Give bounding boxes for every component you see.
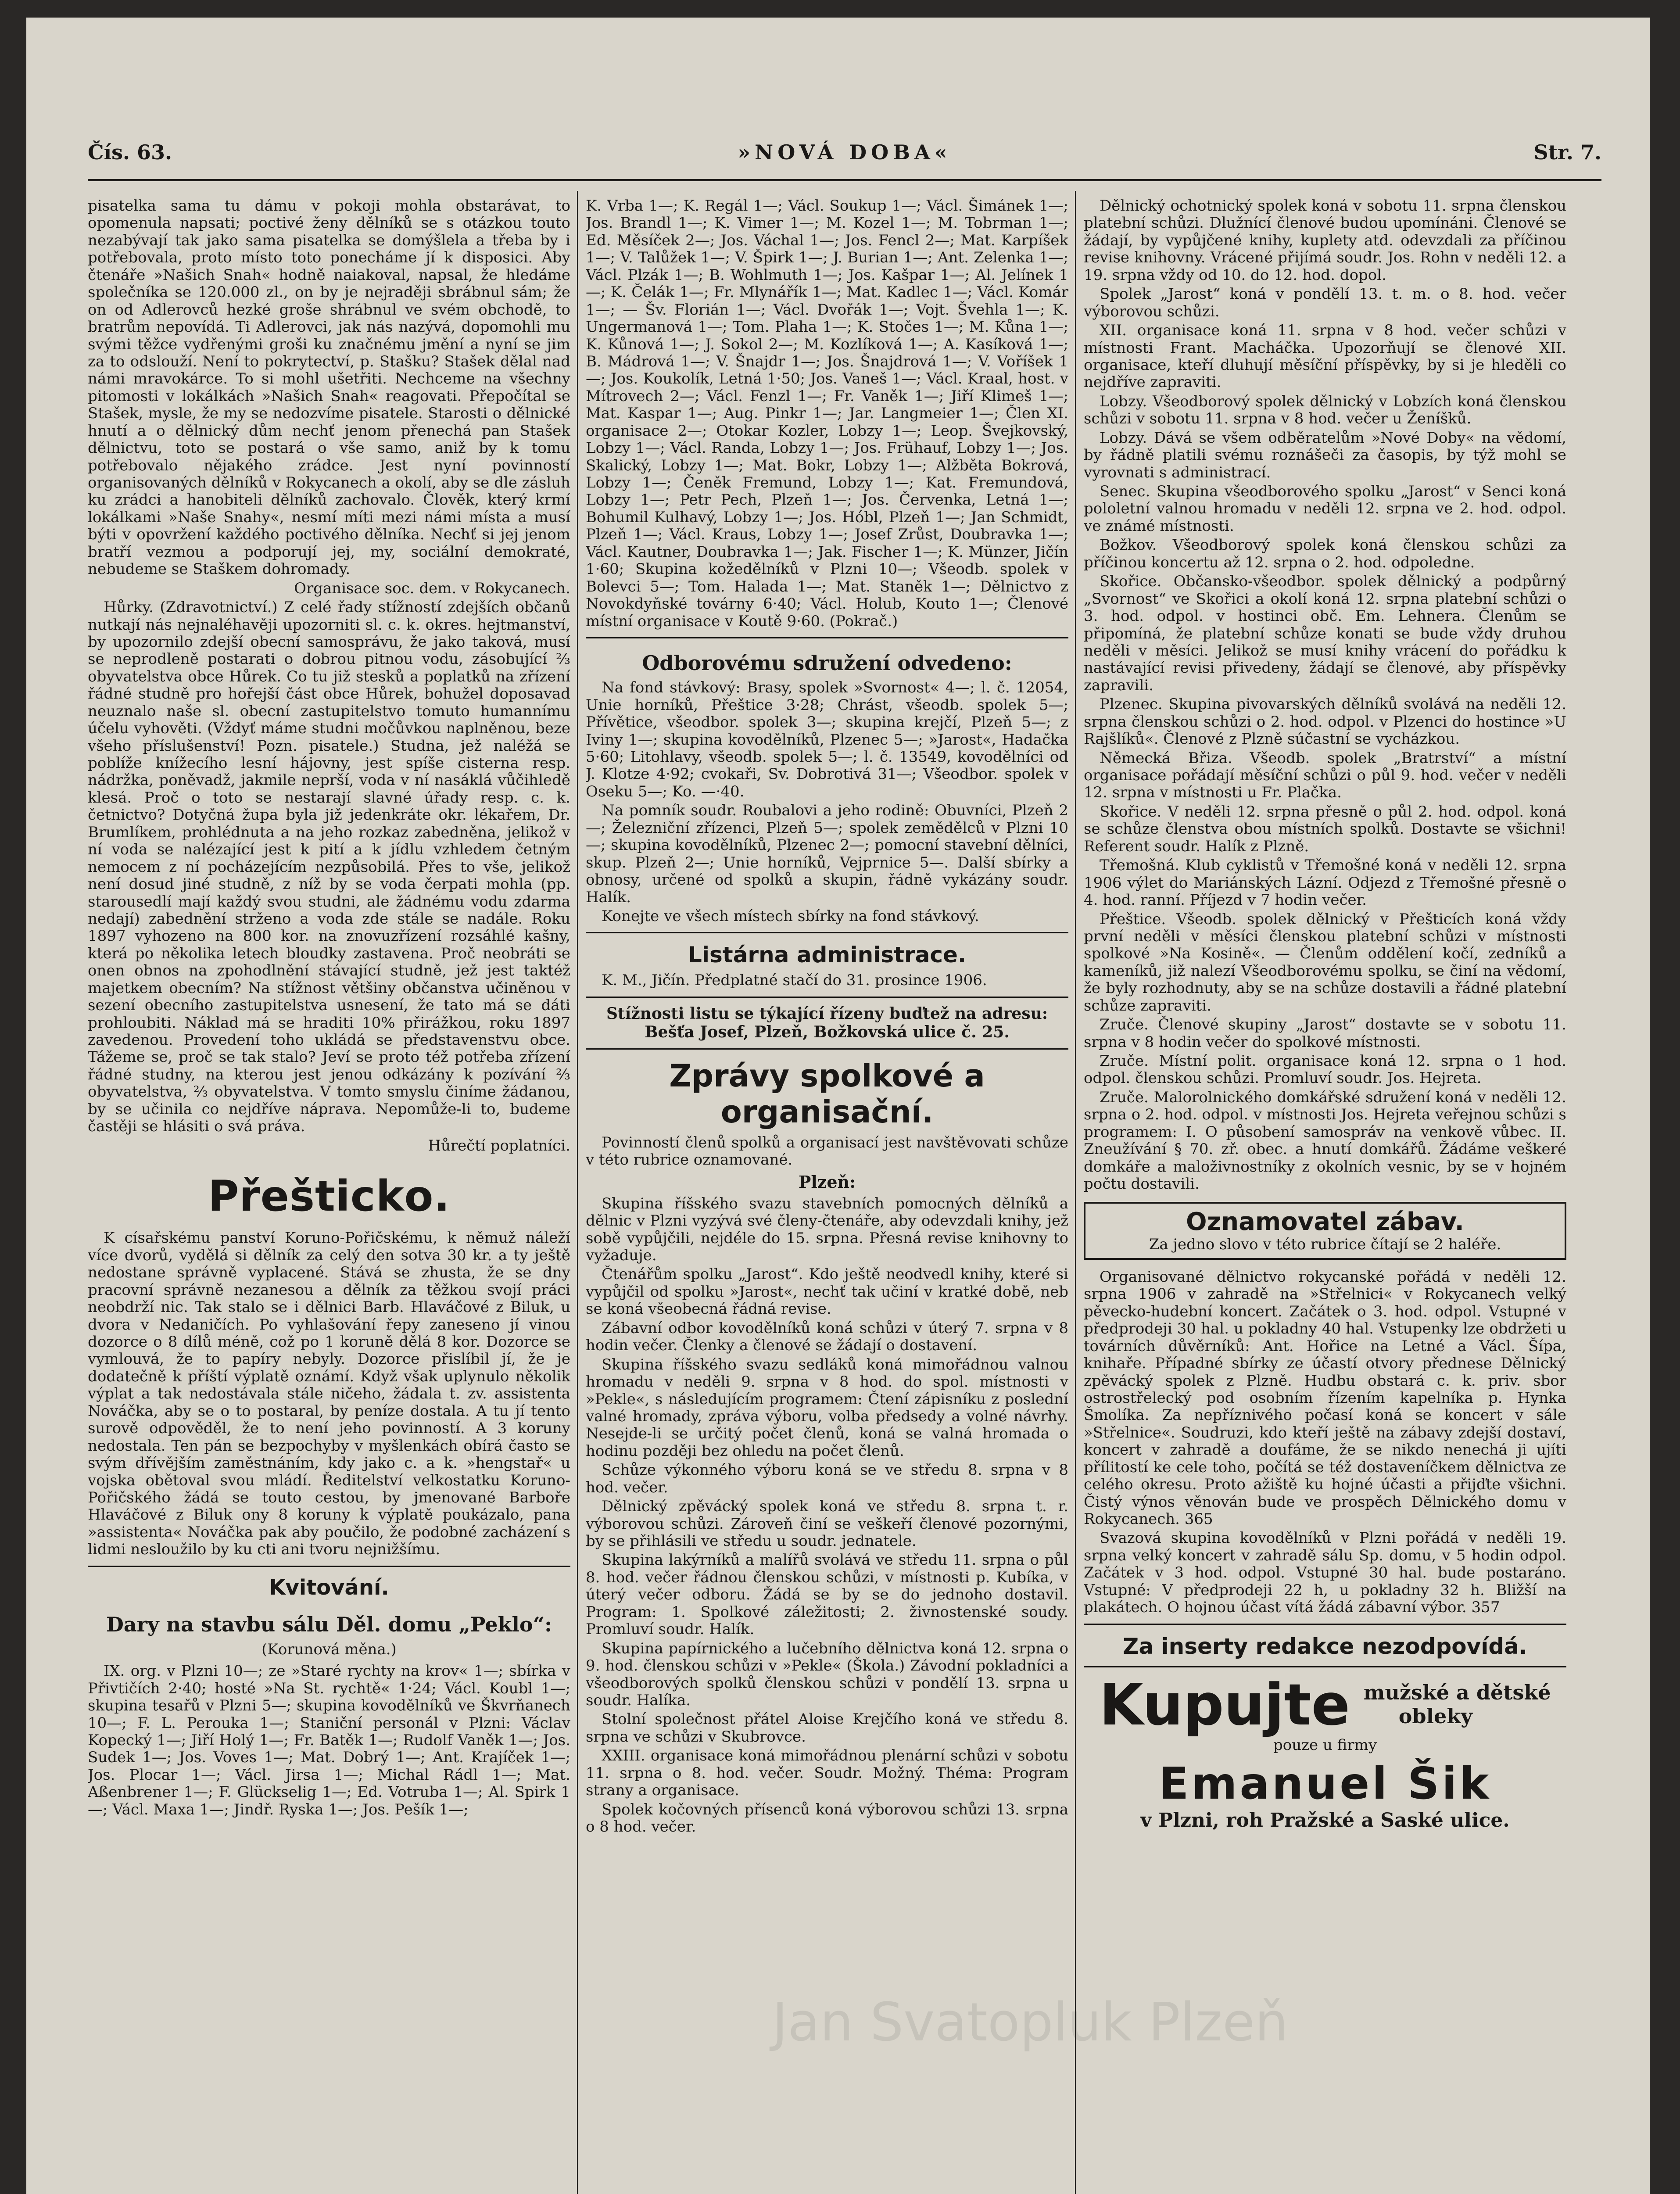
clothing-advertisement [1084, 1671, 1566, 1738]
ad-products [1364, 1681, 1551, 1728]
divider [1084, 1666, 1566, 1667]
article-text: Čtenářům spolku „Jarost“. Kdo ještě neodvedl knihy, které si vypůjčil od spolku »Jarost«, nechť tak učiní v kratké době, neb se koná všeobecná řádná revise. [586, 1265, 1068, 1318]
column-divider-2 [1075, 191, 1076, 2194]
article-text: Dělnický ochotnický spolek koná v sobotu 11. srpna členskou platební schůzi. Dlužnící členové budou upomínáni. Členové se žádají, by vypůjčené knihy, kuplety atd. odevzdali za příčinou revise knihovny. Vrácené přijímá soudr. Jos. Rohn v neděli 12. a 19. srpna vždy od 10. do 12. hod. dopol. [1084, 197, 1566, 284]
city-heading-plzen: Plzeň: [798, 1172, 856, 1192]
newspaper-page [26, 18, 1650, 2194]
entertainment-notice-rate: Za jedno slovo v této rubrice čítají se 2 haléře. [1149, 1236, 1501, 1254]
article-text: Organisované dělnictvo rokycanské pořádá v neděli 12. srpna 1906 v zahradě na »Střelnici« v Rokycanech velký pěvecko-hudební koncert. Začátek o 3. hod. odpol. Vstupné v předprodeji 30 hal. u pokladny 40 hal. Vstupenky lze obdržeti u továrních důvěrníků: Ant. Hořice na Letné a Václ. Šípa, knihaře. Případné sbírky ze účastí otvory přednese Dělnický zpěvácký spolek z Plzně. Hudbu obstará c. k. priv. sbor ostrostřelecký pod osobním řízením kapelníka p. Hynka Šmolíka. Za nepříznivého počasí koná se koncert v sále »Střelnice«. Soudruzi, kdo kteří ještě na zábavy zdejší dostaví, koncert v zahradě a doufáme, že se nikdo nenechá ji ujíti přílitostí ke cele toho, počítá se též dostaveníčkem dělnictva ze celého okresu. Proto ažiště ku hojné účasti a přijďte všichni. Čistý výnos věnován bude ve prospěch Dělnického domu v Rokycanech. 365 [1084, 1268, 1566, 1528]
article-text: pisatelka sama tu dámu v pokoji mohla obstarávat, to opomenula napsati; poctivé ženy dělníků se s otázkou touto nezabývají tak jako sama pisatelka se domýšlela a třeba by i potřebovala, proto místo toto ponecháme jí k disposici. Aby čtenáře »Našich Snah« hodně naiakoval, napsal, že hledáme společníka se 120.000 zl., on by je nejraději sbrábnul sám; že on od Adlerovců hezké groše shrábnul ve svém obchodě, to bratrům nepovídá. Ti Adlerovci, jak nás nazývá, dopomohli mu svými těžce vydřenými groši ku značnému jmění a nyní se jim za to odslouží. Není to pokrytectví, p. Stašku? Stašek dělal nad námi mravokárce. To si mohl ušetřiti. Nechceme na všechny pitomosti v lokálkách »Našich Snah« reagovati. Přepočítal se Stašek, mysle, že my se nedozvíme pisatele. Starosti o dělnické hnutí a o dělnický dům nechť jenom přenechá pan Stašek dělnictvu, toto se postará o vše samo, aniž by k tomu potřebovalo nějakého zrádce. Jest nyní povinností organisovaných dělníků v Rokycanech a okolí, aby se dle zásluh ku zrádci a hanobiteli dělníků zachovalo. Člověk, který krmí lokálkami »Naše Snahy«, nesmí míti mezi námi místa a musí býti v opovržení každého poctivého dělníka. Nechť si jej jenom bratří vezmou a podporují jej, my, sociální demokraté, nebudeme se Staškem dohromady. [88, 197, 570, 578]
article-signature: Hůrečtí poplatníci. [428, 1136, 570, 1154]
divider [586, 1048, 1068, 1050]
article-text: XXIII. organisace koná mimořádnou plenární schůzi v sobotu 11. srpna o 8. hod. večer. Soudr. Možný. Théma: Program strany a organisace. [586, 1747, 1068, 1800]
article-text: Lobzy. Dává se všem odběratelům »Nové Doby« na vědomí, by řádně platili svému roznášeči za časopis, by týž mohl se vyrovnati s administrací. [1084, 429, 1566, 481]
divider [586, 932, 1068, 933]
article-text: Zábavní odbor kovodělníků koná schůzi v úterý 7. srpna v 8 hodin večer. Členky a členové se žádají o dostavení. [586, 1319, 1068, 1355]
article-text: Skupina lakýrníků a malířů svolává ve středu 11. srpna o půl 8. hod. večer řádnou členskou schůzi, v místnosti p. Kubíka, v úterý večer odboru. Žádá se by se do jednoho dostavil. Program: 1. Spolkové záležitosti; 2. živnostenské soudy. Promluví soudr. Halík. [586, 1551, 1068, 1638]
column-divider-1 [577, 191, 578, 2194]
section-title-listarna: Listárna administrace. [688, 942, 966, 968]
article-text: Skupina říšského svazu stavebních pomocných dělníků a dělnic v Plzni vyzývá své členy-čtenáře, aby odevzdali knihy, jež sobě vypůjčili, nejdéle do 15. srpna. Přesná revise knihovny to vyžaduje. [586, 1194, 1068, 1264]
ad-company-name: Emanuel Šik [1158, 1758, 1492, 1810]
article-text: Na fond stávkový: Brasy, spolek »Svornost« 4—; l. č. 12054, Unie horníků, Přeštice 3·28; Chrást, všeodb. spolek 5—; Přívětice, všeodbor. spolek 3—; skupina krejčí, Plzeň 5—; z Iviny 1—; skupina kovodělníků, Plzenec 5—; »Jarost«, Hadačka 5·60; Litohlavy, všeodb. spolek 5—; l. č. 13549, kovodělníci od J. Klotze 4·92; cvokaři, Sv. Dobrotivá 31—; Všeodbor. spolek v Oseku 5—; Ko. —·40. [586, 679, 1068, 800]
divider [586, 637, 1068, 638]
strike-fund-title: Odborovému sdružení odvedeno: [642, 651, 1012, 675]
header-rule [88, 179, 1601, 181]
article-text: K císařskému panství Koruno-Pořičskému, k němuž náleží více dvorů, vydělá si dělník za celý den sotva 30 kr. a ty ještě nedostane správně vyplacené. Stává se zhusta, že se dny pracovní správně nezanesou a dělník za těžkou svojí práci neobdrží nic. Tak stalo se i dělnici Barb. Hlaváčové z Biluk, u dvora v Nedaničích. Po vyhlašování řepy zaneseno jí vinou dozorce o 8 dílů méně, což po 1 koruně dělá 8 kor. Dozorce se vymlouvá, že to papíry nebyly. Dozorce přislíbil jí, že je dodatečně k příští výplatě oznámí. Když však uplynulo několik výplat a tak nedostávala stále ničeho, žádala t. zv. assistenta Nováčka, aby se o to postaral, by peníze dostala. A tu jí tento surově odpověděl, že to není jeho povinností. A 3 koruny nedostala. Ten pán se bezpochyby v myšlenkách obírá často se svým dřívějším zaměstnáním, kdy jako c. a k. »hengstař« u vojska obětoval svou mládí. Ředitelství velkostatku Koruno-Pořičského žádá se touto cestou, by jmenované Barboře Hlaváčové z Biluk ony 8 koruny k výplatě poukázalo, pana »assistenta« Nováčka pak aby poučilo, že podobné zacházení s lidmi nesloužilo by ku cti ani tvoru nejnižšímu. [88, 1229, 570, 1559]
article-text: Povinností členů spolků a organisací jest navštěvovati schůze v této rubrice oznamované. [586, 1133, 1068, 1169]
article-text: Spolek kočovných přísenců koná výborovou schůzi 13. srpna o 8 hod. večer. [586, 1800, 1068, 1836]
article-text: Svazová skupina kovodělníků v Plzni pořádá v neděli 19. srpna velký koncert v zahradě sálu Sp. domu, v 5 hodin odpol. Začátek v 3 hod. odpol. Vstupné 30 hal. bude postaráno. Vstupné: V předprodeji 22 h, u pokladny 32 h. Bližší na plakátech. O hojnou účast vítá žádá zábavní výbor. 357 [1084, 1529, 1566, 1617]
article-text: Lobzy. Všeodborový spolek dělnický v Lobzích koná členskou schůzi v sobotu 11. srpna v 8 hod. večer u Ženíšků. [1084, 392, 1566, 428]
donations-list: K. Vrba 1—; K. Regál 1—; Václ. Soukup 1—; Václ. Šimánek 1—; Jos. Brandl 1—; K. Vimer 1—; M. Kozel 1—; M. Tobrman 1—; Ed. Měsíček 2—; Jos. Váchal 1—; Jos. Fencl 2—; Mat. Karpíšek 1—; V. Talůžek 1—; V. Špirk 1—; J. Burian 1—; Ant. Zelenka 1—; Václ. Plzák 1—; B. Wohlmuth 1—; Jos. Kašpar 1—; Al. Jelínek 1—; K. Čelák 1—; Fr. Mlynářík 1—; Mat. Kadlec 1—; Václ. Komár 1—; — Šv. Florián 1—; Václ. Dvořák 1—; Vojt. Švehla 1—; K. Ungermanová 1—; Tom. Plaha 1—; K. Stočes 1—; M. Kůna 1—; K. Kůnová 1—; J. Sokol 2—; M. Kozlíková 1—; A. Kasíková 1—; B. Mádrová 1—; V. Šnajdr 1—; Jos. Šnajdrová 1—; V. Voříšek 1—; Jos. Koukolík, Letná 1·50; Jos. Vaneš 1—; Václ. Kraal, host. v Mítrovech 2—; Václ. Fenzl 1—; Fr. Vaněk 1—; Jiří Klimeš 1—; Mat. Kaspar 1—; Aug. Pinkr 1—; Jar. Langmeier 1—; Člen XI. organisace 2—; Otokar Kozler, Lobzy 1—; Leop. Švejkovský, Lobzy 1—; Václ. Randa, Lobzy 1—; Jos. Frühauf, Lobzy 1—; Jos. Skalický, Lobzy 1—; Mat. Bokr, Lobzy 1—; Alžběta Bokrová, Lobzy 1—; Čeněk Fremund, Lobzy 1—; Kat. Fremundová, Lobzy 1—; Petr Pech, Plzeň 1—; Jos. Červenka, Letná 1—; Bohumil Kulhavý, Lobzy 1—; Jos. Hóbl, Plzeň 1—; Jan Schmidt, Plzeň 1—; Václ. Kraus, Lobzy 1—; Josef Zrůst, Doubravka 1—; Václ. Kautner, Doubravka 1—; Jak. Fischer 1—; K. Münzer, Jičín 1·60; Skupina kožedělníků v Plzni 10—; Všeodb. spolek v Bolevci 5—; Tom. Halada 1—; Mat. Staněk 1—; Dělnictvo z Novokdyňské továrny 6·40; Václ. Holub, Kouto 1—; Členové místní organisace v Koutě 9·60. (Pokrač.) [586, 197, 1068, 630]
article-text: Schůze výkonného výboru koná se ve středu 8. srpna v 8 hod. večer. [586, 1461, 1068, 1496]
article-text: Zruče. Členové skupiny „Jarost“ dostavte se v sobotu 11. srpna v 8 hodin večer do spolkové místnosti. [1084, 1016, 1566, 1051]
article-text: Dělnický zpěvácký spolek koná ve středu 8. srpna t. r. výborovou schůzi. Zároveň činí se veškeří členové pozornými, by se přihlásili ve středu u soudr. jednatele. [586, 1498, 1068, 1550]
article-text: Třemošná. Klub cyklistů v Třemošné koná v neděli 12. srpna 1906 výlet do Mariánských Lázní. Odjezd z Třemošné přesně o 4. hod. ranní. Příjezd v 7 hodin večer. [1084, 857, 1566, 909]
article-text: Skořice. V neděli 12. srpna přesně o půl 2. hod. odpol. koná se schůze členstva obou místních spolků. Dostavte se všichni! Referent soudr. Halík z Plzně. [1084, 803, 1566, 855]
entertainment-notice-box [1084, 1202, 1566, 1260]
issue-number: Čís. 63. [88, 140, 172, 164]
ad-headline: Kupujte [1099, 1671, 1350, 1738]
article-text: Plzenec. Skupina pivovarských dělníků svolává na neděli 12. srpna členskou schůzi o 2. hod. odpol. v Plzenci do hostince »U Rajšlíků«. Členové z Plzně súčastní se vycházkou. [1084, 695, 1566, 748]
section-title-prestice: Přeštickо. [208, 1172, 450, 1221]
ad-address: v Plzni, roh Pražské a Saské ulice. [1140, 1809, 1510, 1832]
column-3 [1084, 197, 1566, 2194]
column-1 [88, 197, 570, 2194]
page-header [88, 140, 1601, 171]
article-text: K. M., Jičín. Předplatné stačí do 31. prosince 1906. [602, 972, 987, 989]
donations-list: IX. org. v Plzni 10—; ze »Staré rychty na krov« 1—; sbírka v Přivtičích 2·40; hosté »Na St. rychtě« 1·24; Václ. Koubl 1—; skupina tesařů v Plzni 5—; skupina kovodělníků ve Škvrňanech 10—; F. L. Perouka 1—; Staniční personál v Plzni: Václav Kopecký 1—; Jiří Holý 1—; Fr. Batěk 1—; Rudolf Vaněk 1—; Jos. Sudek 1—; Jos. Voves 1—; Mat. Dobrý 1—; Ant. Krajíček 1—; Jos. Plocar 1—; Václ. Jirsa 1—; Michal Rádl 1—; Mat. Aßenbrener 1—; F. Glückselig 1—; Ed. Votruba 1—; Al. Spirk 1—; Václ. Maxa 1—; Jindř. Ryska 1—; Jos. Pešík 1—; [88, 1662, 570, 1818]
article-text: Božkov. Všeodborový spolek koná členskou schůzi za příčinou koncertu až 12. srpna o 2. hod. odpoledne. [1084, 536, 1566, 571]
ad-line: pouze u firmy [1273, 1736, 1377, 1754]
ad-line: mužské a dětské [1363, 1681, 1551, 1705]
article-text: Stolní společnost přátel Aloise Krejčího koná ve středu 8. srpna ve schůzi v Skubrovce. [586, 1710, 1068, 1746]
article-text: Na pomník soudr. Roubalovi a jeho rodině: Obuvníci, Plzeň 2—; Železniční zřízenci, Plzeň 5—; spolek zemědělců v Plzni 10—; skupina kovodělníků, Plzenec 2—; pomocní stavební dělníci, skup. Plzeň 2—; Unie horníků, Vejprnice 5—. Další sbírky a obnosy, určené od spolků a skupin, řádně vykázány soudr. Halík. [586, 802, 1068, 906]
complaints-notice: Stížnosti listu se týkající řízeny buďtež na adresu: Bešťa Josef, Plzeň, Božkovská ulice č. 25. [606, 1004, 1048, 1041]
column-2 [586, 197, 1068, 2194]
donations-title: Dary na stavbu sálu Děl. domu „Peklo“: [106, 1613, 552, 1637]
article-text: Skupina říšského svazu sedláků koná mimořádnou valnou hromadu v neděli 9. srpna v 8 hod. do spol. místnosti v »Pekle«, s následujícím programem: Čtení zápisníku z poslední valné hromady, zpráva výboru, volba předsedy a volné návrhy. Nesejde-li se určitý počet členů, koná se valná hromada o hodinu později bez ohledu na počet členů. [586, 1355, 1068, 1460]
divider [1084, 1624, 1566, 1625]
section-title-kvitovani: Kvitování. [269, 1575, 389, 1600]
divider [586, 997, 1068, 998]
ads-disclaimer: Za inserty redakce nezodpovídá. [1123, 1633, 1527, 1659]
article-text: Skupina papírnického a lučebního dělnictva koná 12. srpna o 9. hod. členskou schůzi v »Pekle« (Škola.) Závodní pokladníci a všeodborových spolků členskou schůzi v pondělí 13. srpna u soudr. Halíka. [586, 1639, 1068, 1709]
library-stamp: Jan Svatopluk Plzeň [772, 1992, 1289, 2053]
article-text: Skořice. Občansko-všeodbor. spolek dělnický a podpůrný „Svornost“ ve Skořici a okolí koná 12. srpna platební schůzi o 3. hod. odpol. v hostinci obč. Em. Lehnera. Členům se připomíná, že platební schůze konati se bude vždy druhou neděli v měsíci. Jelikož se musí knihy vrácení do pořádku k nastávající revisi přivedeny, žádají se členové, aby příspěvky zapravili. [1084, 573, 1566, 694]
divider [88, 1566, 570, 1567]
article-text: Německá Břiza. Všeodb. spolek „Bratrství“ a místní organisace pořádají měsíční schůzi o půl 9. hod. večer v neděli 12. srpna v místnosti u Fr. Plačka. [1084, 749, 1566, 802]
article-signature: Organisace soc. dem. v Rokycanech. [294, 579, 570, 597]
article-text: Přeštice. Všeodb. spolek dělnický v Přešticích koná vždy první neděli v měsíci členskou platební schůzi v místnosti spolkové »Na Kosině«. — Členům oddělení kočí, zedníků a kameníků, již nalezí Všeodborovému spolku, se činí na vědomí, že byly rozhodnuty, aby se na schůze dostavili a řádné platební schůze zapraviti. [1084, 910, 1566, 1015]
entertainment-notice-title: Oznamovatel zábav. [1186, 1207, 1464, 1236]
section-title-zpravy: Zprávy spolkové a organisační. [669, 1058, 985, 1130]
article-text: Zruče. Místní polit. organisace koná 12. srpna o 1 hod. odpol. členskou schůzi. Promluví soudr. Jos. Hejreta. [1084, 1052, 1566, 1087]
page-number: Str. 7. [1533, 140, 1601, 164]
article-text: Senec. Skupina všeodborového spolku „Jarost“ v Senci koná pololetní valnou hromadu v neděli 12. srpna ve 2. hod. odpol. ve známé místnosti. [1084, 483, 1566, 535]
article-text: Spolek „Jarost“ koná v pondělí 13. t. m. o 8. hod. večer výborovou schůzi. [1084, 285, 1566, 320]
ad-line: obleky [1398, 1704, 1472, 1728]
article-text: XII. organisace koná 11. srpna v 8 hod. večer schůzi v místnosti Frant. Macháčka. Upozorňují se členové XII. organisace, kteří dluhují měsíční příspěvky, by si je hleděli co nejdříve zapraviti. [1084, 322, 1566, 391]
article-text: Zruče. Malorolnického domkářské sdružení koná v neděli 12. srpna o 2. hod. odpol. v místnosti Jos. Hejreta veřejnou schůzi s programem: I. O působení samospráv na venkově vůbec. II. Zneužívání § 70. zř. obec. a hnutí domkářů. Žádáme veškeré domkáře a maloživnostníky z okolních vesnic, by se v hojném počtu dostavili. [1084, 1088, 1566, 1193]
article-text: Konejte ve všech místech sbírky na fond stávkový. [602, 907, 979, 925]
currency-note: (Korunová měna.) [261, 1640, 397, 1658]
newspaper-title: »NOVÁ DOBA« [738, 140, 952, 164]
article-text: Hůrky. (Zdravotnictví.) Z celé řady stížností zdejších občanů nutkají nás nejnaléhavěji upozorniti sl. c. k. okres. hejtmanství, by upozornilo zdejší obecní samosprávu, že jako taková, musí se neprodleně postarati o dobrou pitnou vodu, zásobující ⅔ obyvatelstva obce Hůrek. Co tu již stesků a poplatků na zřízení řádné studně pro hořejší část obce Hůrek, bohužel doposavad neuznalo naše sl. obecní zastupitelstvo tomuto humannímu účelu vyhověti. (Vždyť máme studni močůvkou naplněnou, beze všeho příslušenství! Pozn. pisatele.) Studna, jež naléžá se poblíže knížecího lesní hájovny, jest spíše cisterna resp. nádržka, poněvadž, jakmile neprší, voda v ní nasáklá vůčihledě klesá. Proč o toto se nestarají slavné úřady resp. c. k. četnictvo? Dotyčná župa byla již jedenkráte okr. lékařem, Dr. Brumlíkem, prohlédnuta a na jeho rozkaz zabedněna, jelikož v ní voda se nalézající jest k pití a k jídlu vzhledem četným nemocem z ní pocházejícím nezpůsobilá. Přes to vše, jelikož není dosud jiné studně, z níž by se voda čerpati mohla (pp. starousedlí mají každý svou studni, ale žádnému vodu zdarma nedají) zabednění strženo a voda zde stále se nadále. Roku 1897 vyhozeno na 800 kor. na znovuzřízení rozsáhlé kašny, která po několika letech bloudky zastavena. Proč neobráti se onen obnos na zpohodlnění stávající studně, jež jest taktéž majetkem obecním? Na stížnost většiny občanstva učiněnou v sezení obecního zastupitelstva usnesení, že tato má se dáti prohloubiti. Náklad má se hraditi 10% přirážkou, roku 1897 zavedenou. Provedení toho ukládá se představenstvu obce. Tážeme se, proč se tak stalo? Jeví se proto též potřeba zřízení řádné studny, na kterou jest jenou odkázány k pozívání ⅔ obyvatelstva, ⅔ obyvatelstva. V tomto smyslu činíme žádanou, by se učinila co nejdříve náprava. Nepomůže-li to, budeme častěji se hlásiti o svá práva. [88, 599, 570, 1136]
